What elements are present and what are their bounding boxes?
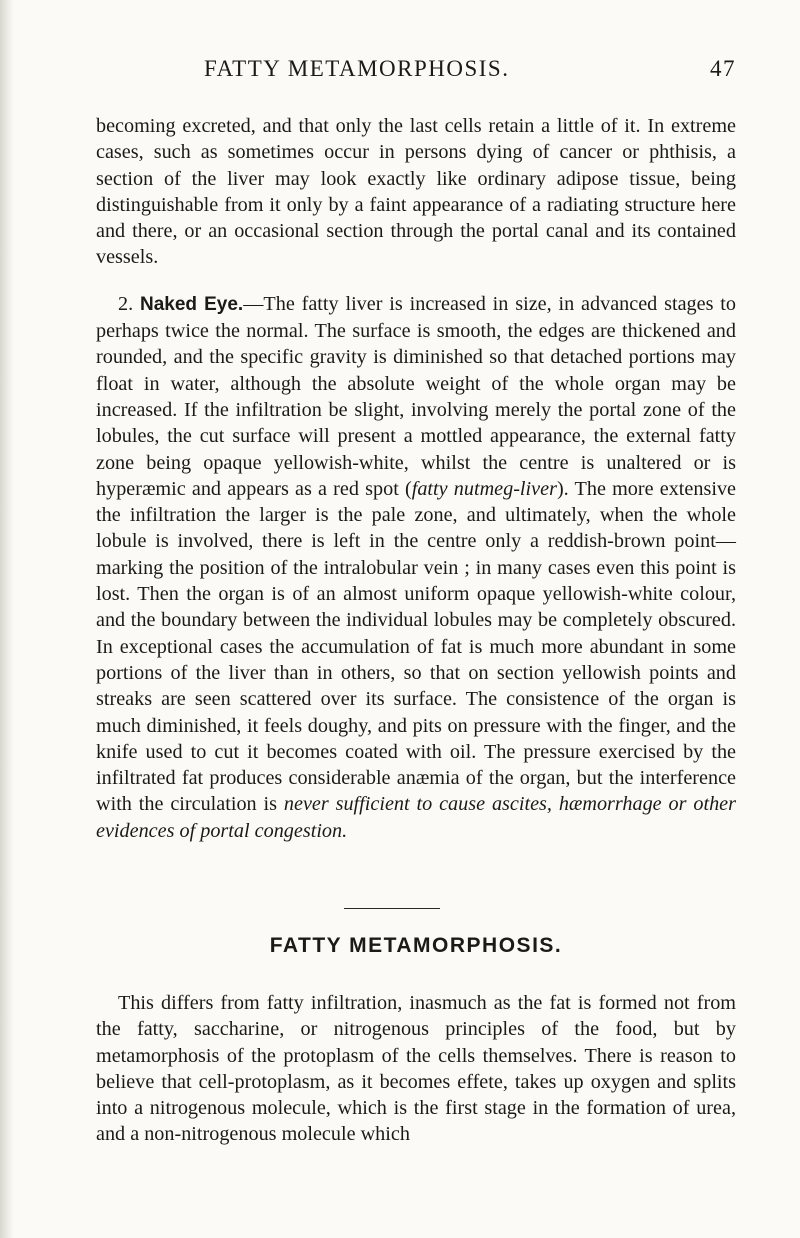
italic-emphasis: never sufficient to cause ascites, hæmorrhage or other evidences of portal congestion. [96, 793, 736, 842]
running-head-title: FATTY METAMORPHOSIS. [204, 56, 510, 81]
paragraph-continued: becoming excreted, and that only the last cells retain a little of it. In extreme cases, such as sometimes occur in persons dying of cancer or phthisis, a section of the liver may look exactly like ordinary adipose tissue, being distinguishable from it only by a faint appearance of a radiating structure here and there, or an occasional section through the portal canal and its contained vessels. [96, 115, 736, 269]
paragraph-text: ). The more extensive the infiltration the larger is the pale zone, and ultimately, when the whole lobule is involved, there is left in the centre only a reddish-brown point—marking the position of the intralobular vein ; in many cases even this point is lost. Then the organ is of an almost uniform opaque yellowish-white colour, and the boundary between the individual lobules may be completely obscured. In exceptional cases the accumulation of fat is much more abundant in some portions of the liver than in others, so that on section yellowish points and streaks are seen scattered over its surface. The consistence of the organ is much diminished, it feels doughy, and pits on pressure with the finger, and the knife used to cut it becomes coated with oil. The pressure exercised by the infiltrated fat produces considerable anæmia of the organ, but the interference with the circulation is [96, 477, 736, 816]
section-divider [344, 908, 440, 909]
paragraph-metamorphosis: This differs from fatty infiltration, inasmuch as the fat is formed not from the fatty, saccharine, or nitrogenous principles of the food, but by metamorphosis of the protoplasm of the cells themselves. There is reason to believe that cell-protoplasm, as it becomes effete, takes up oxygen and splits into a nitrogenous molecule, which is the first stage in the formation of urea, and a non-nitrogenous molecule which [96, 992, 736, 1146]
body-text-section [96, 990, 736, 1148]
running-head [96, 56, 736, 86]
paragraph-naked-eye [96, 291, 736, 844]
section-heading: FATTY METAMORPHOSIS. [269, 934, 563, 957]
italic-term: fatty nutmeg-liver [411, 477, 557, 500]
item-number: 2. [118, 292, 134, 315]
page-binding-shadow [0, 0, 14, 1238]
sidehead-naked-eye: Naked Eye. [140, 293, 244, 315]
body-text [96, 113, 736, 844]
paragraph-text: —The fatty liver is increased in size, in advanced stages to perhaps twice the normal. The surface is smooth, the edges are thickened and rounded, and the specific gravity is diminished so that detached portions may float in water, although the absolute weight of the whole organ may be increased. If the infiltration be slight, involving merely the portal zone of the lobules, the cut surface will present a mottled appearance, the external fatty zone being opaque yellowish-white, whilst the centre is unaltered or is hyperæmic and appears as a red spot ( [96, 292, 736, 500]
page-number: 47 [710, 56, 736, 81]
